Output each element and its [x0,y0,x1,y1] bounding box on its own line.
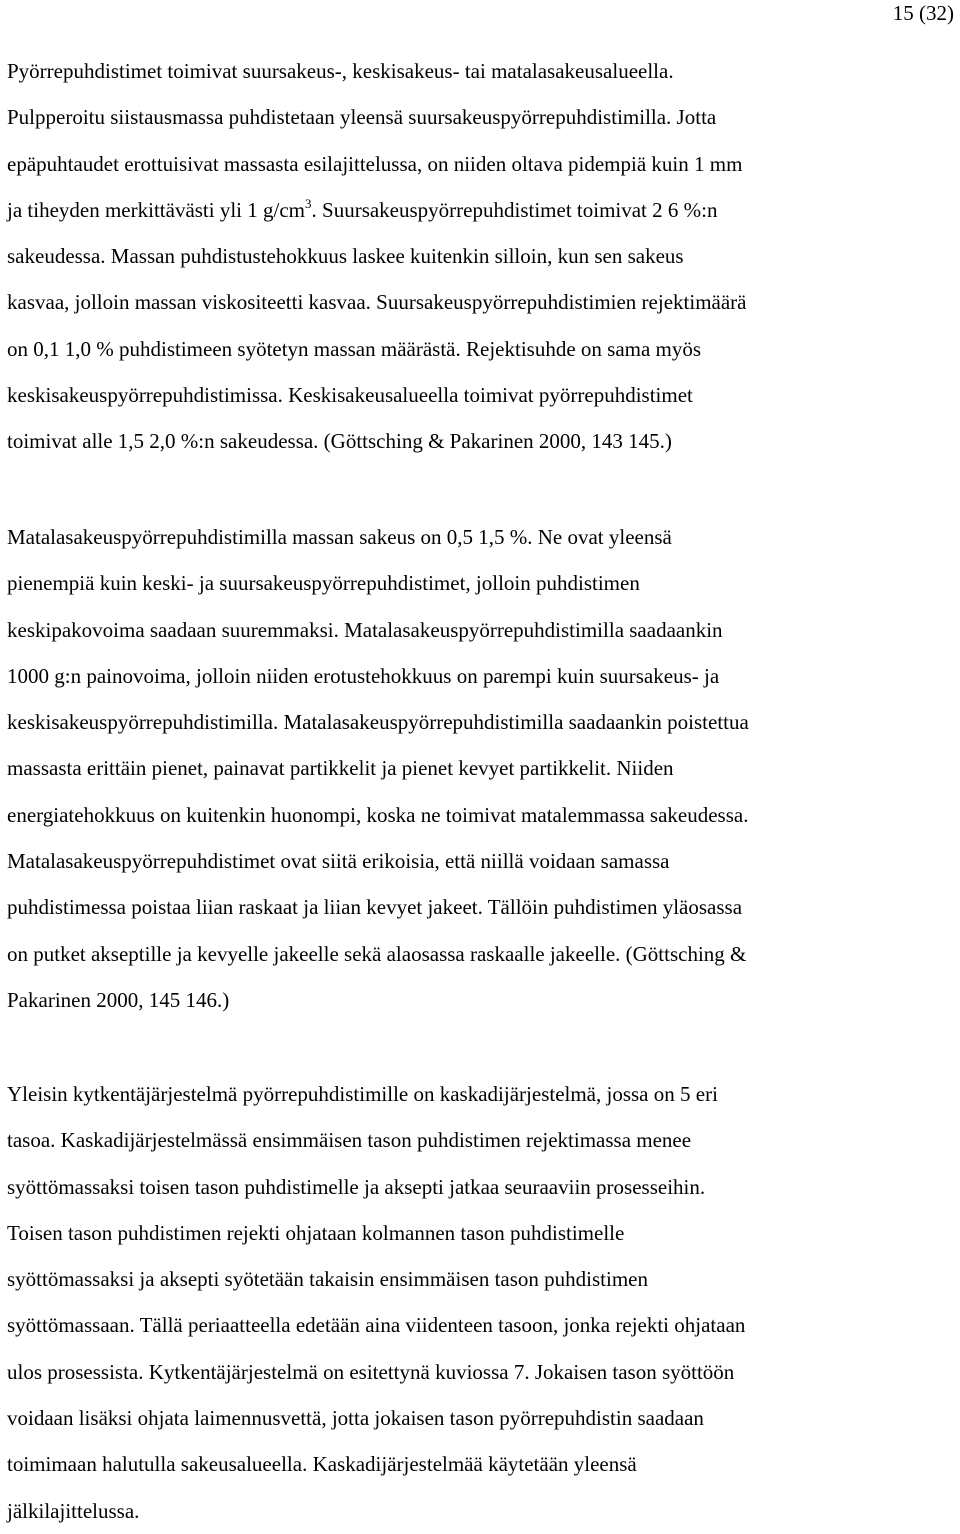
text-line: Matalasakeuspyörrepuhdistimet ovat siitä erikoisia, että niillä voidaan samassa [7,849,670,874]
text-line: Pyörrepuhdistimet toimivat suursakeus-, keskisakeus- tai matalasakeusalueella. [7,59,674,83]
paragraph-3 [7,1071,957,1534]
text-line: Toisen tason puhdistimen rejekti ohjataan kolmannen tason puhdistimelle [7,1220,625,1245]
text-line: Pakarinen 2000, 145 146.) [7,987,230,1012]
text-line [7,187,957,233]
text-line: toimivat alle 1,5 2,0 %:n sakeudessa. (Göttsching & Pakarinen 2000, 143 145.) [7,429,672,454]
text-line: toimimaan halutulla sakeusalueella. Kaskadijärjestelmää käytetään yleensä [7,1452,637,1477]
text-line: on 0,1 1,0 % puhdistimeen syötetyn massan määrästä. Rejektisuhde on sama myös [7,336,702,361]
text-line: tasoa. Kaskadijärjestelmässä ensimmäisen tason puhdistimen rejektimassa menee [7,1128,692,1153]
text-fragment: . Suursakeuspyörrepuhdistimet toimivat 2 6 %:n [311,197,718,222]
paragraph-2 [7,514,957,1023]
text-line: voidaan lisäksi ohjata laimennusvettä, jotta jokaisen tason pyörrepuhdistin saadaan [7,1406,704,1431]
text-line: 1000 g:n painovoima, jolloin niiden erotustehokkuus on parempi kuin suursakeus- ja [7,663,720,688]
text-line: keskisakeuspyörrepuhdistimissa. Keskisakeusalueella toimivat pyörrepuhdistimet [7,383,693,408]
page-number: 15 (32) [892,1,954,25]
text-line: energiatehokkuus on kuitenkin huonompi, koska ne toimivat matalemmassa sakeudessa. [7,802,749,827]
text-fragment: ja tiheyden merkittävästi yli 1 g/cm [7,197,306,222]
text-line: epäpuhtaudet erottuisivat massasta esilajittelussa, on niiden oltava pidempiä kuin 1 mm [7,151,743,176]
text-line: keskisakeuspyörrepuhdistimilla. Matalasakeuspyörrepuhdistimilla saadaankin poistettua [7,710,749,735]
text-line: Yleisin kytkentäjärjestelmä pyörrepuhdistimille on kaskadijärjestelmä, jossa on 5 eri [7,1082,718,1106]
text-line: syöttömassaksi toisen tason puhdistimelle ja aksepti jatkaa seuraaviin prosesseihin. [7,1174,706,1199]
paragraph-1 [7,48,957,465]
superscript: 3 [305,195,312,211]
text-line: ulos prosessista. Kytkentäjärjestelmä on esitettynä kuviossa 7. Jokaisen tason syöttöön [7,1359,735,1384]
text-line: pienempiä kuin keski- ja suursakeuspyörrepuhdistimet, jolloin puhdistimen [7,571,640,596]
text-line: puhdistimessa poistaa liian raskaat ja liian kevyet jakeet. Tällöin puhdistimen yläosassa [7,895,743,920]
text-line: massasta erittäin pienet, painavat partikkelit ja pienet kevyet partikkelit. Niiden [7,756,674,781]
text-line: on putket akseptille ja kevyelle jakeelle sekä alaosassa raskaalle jakeelle. (Göttsching & [7,941,747,966]
text-line: syöttömassaksi ja aksepti syötetään takaisin ensimmäisen tason puhdistimen [7,1267,648,1292]
text-line: sakeudessa. Massan puhdistustehokkuus laskee kuitenkin silloin, kun sen sakeus [7,244,684,269]
text-line: syöttömassaan. Tällä periaatteella edetään aina viidenteen tasoon, jonka rejekti ohjataan [7,1313,746,1338]
text-line: jälkilajittelussa. [7,1498,140,1523]
text-line: Matalasakeuspyörrepuhdistimilla massan sakeus on 0,5 1,5 %. Ne ovat yleensä [7,525,672,549]
text-line: keskipakovoima saadaan suuremmaksi. Matalasakeuspyörrepuhdistimilla saadaankin [7,617,723,642]
text-line: Pulpperoitu siistausmassa puhdistetaan yleensä suursakeuspyörrepuhdistimilla. Jotta [7,105,717,130]
text-line: kasvaa, jolloin massan viskositeetti kasvaa. Suursakeuspyörrepuhdistimien rejektimäärä [7,290,747,315]
